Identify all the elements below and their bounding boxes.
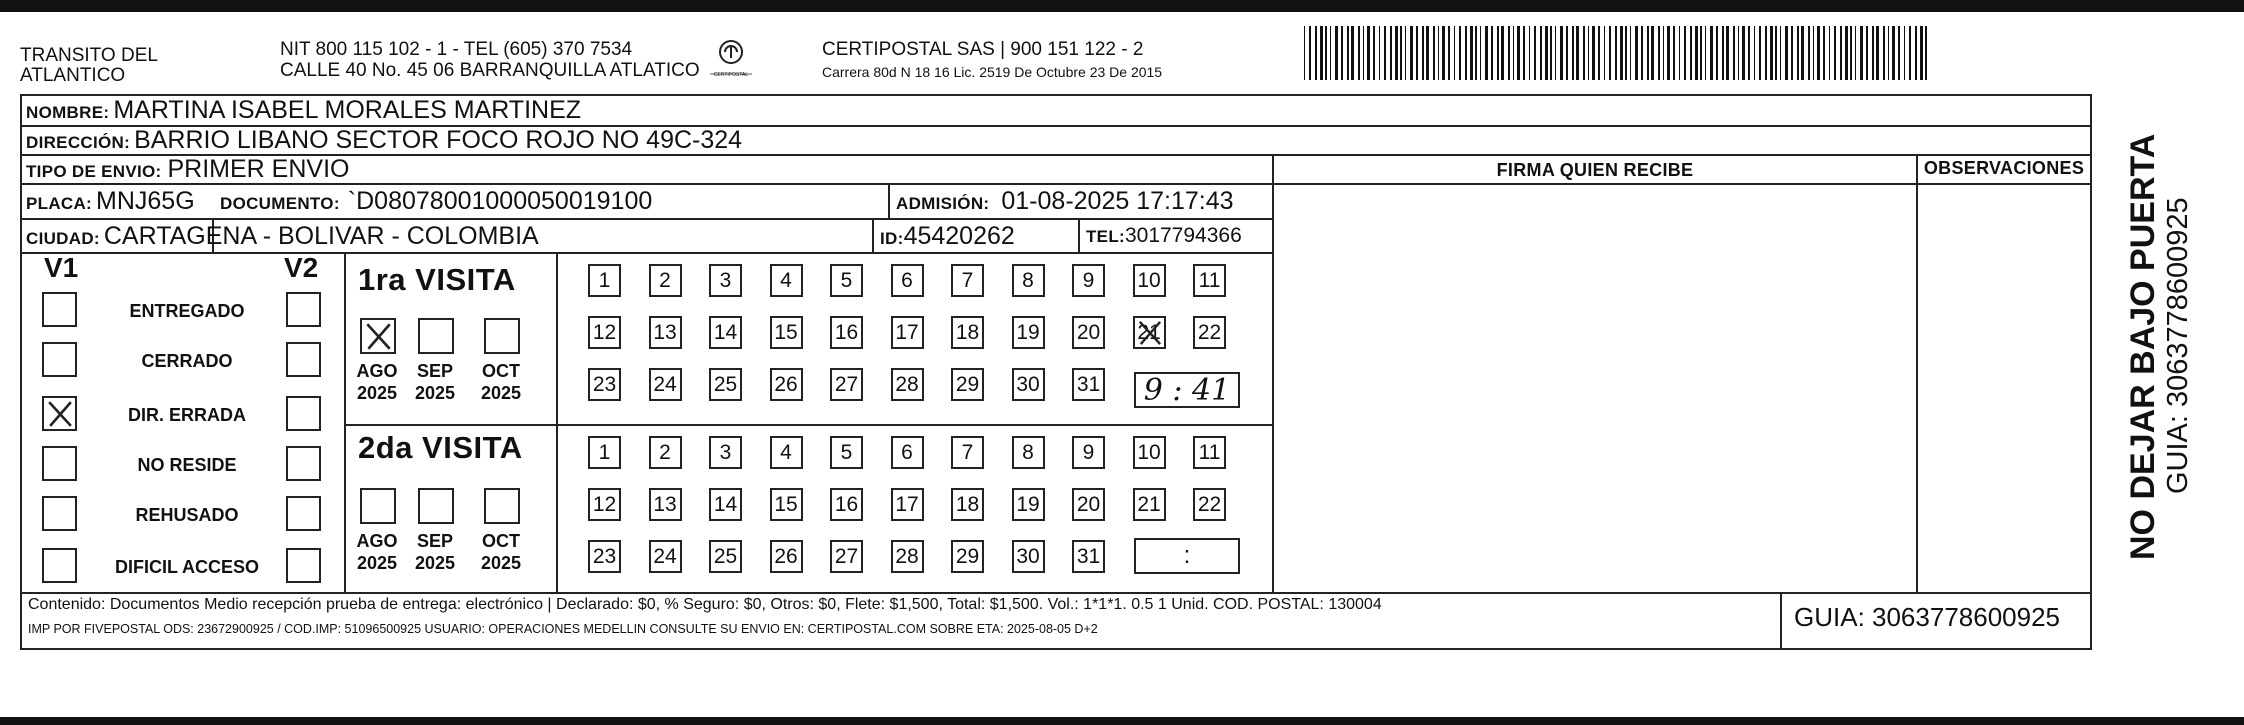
first-visit-day-29[interactable]: 29	[951, 368, 984, 401]
firma-header: FIRMA QUIEN RECIBE	[1496, 160, 1694, 180]
day-mark	[1135, 318, 1164, 347]
v1-checkbox[interactable]	[42, 342, 77, 377]
second-visit-month-label: OCT 2025	[480, 531, 522, 573]
second-visit-day-10[interactable]: 10	[1133, 436, 1166, 469]
status-label: DIFICIL ACCESO	[114, 557, 259, 577]
first-visit-day-4[interactable]: 4	[770, 264, 803, 297]
v2-checkbox[interactable]	[286, 446, 321, 481]
footer-content: Contenido: Documentos Medio recepción prueba de entrega: electrónico | Declarado: $0, % Seguro: $0, Otros: $0, Flete: $1,500, Total: $1,500. Vol.: 1*1*1. 0.5 1 Unid. COD. POSTAL: 130004	[28, 596, 1382, 613]
second-visit-time[interactable]	[1134, 538, 1240, 574]
first-visit-day-17[interactable]: 17	[891, 316, 924, 349]
second-visit-day-6[interactable]: 6	[891, 436, 924, 469]
documento-label: DOCUMENTO:	[220, 194, 340, 213]
second-visit-month-label: SEP 2025	[414, 531, 456, 573]
direccion-row	[26, 126, 742, 155]
nombre-label: NOMBRE:	[26, 103, 110, 122]
first-visit-time-value: 9 : 41	[1143, 372, 1231, 408]
second-visit-day-4[interactable]: 4	[770, 436, 803, 469]
first-visit-day-23[interactable]: 23	[588, 368, 621, 401]
v1-checkbox[interactable]	[42, 496, 77, 531]
v2-checkbox[interactable]	[286, 342, 321, 377]
tipo-value: PRIMER ENVIO	[167, 155, 350, 183]
second-visit-day-20[interactable]: 20	[1072, 488, 1105, 521]
id-tel-divider	[1078, 218, 1080, 252]
admision-row	[896, 187, 1234, 216]
first-visit-day-25[interactable]: 25	[709, 368, 742, 401]
v2-checkbox[interactable]	[286, 496, 321, 531]
visit-divider	[344, 424, 1272, 426]
second-visit-day-17[interactable]: 17	[891, 488, 924, 521]
status-label: DIR. ERRADA	[127, 405, 246, 425]
status-label: NO RESIDE	[137, 455, 237, 475]
first-visit-day-12[interactable]: 12	[588, 316, 621, 349]
second-visit-day-11[interactable]: 11	[1193, 436, 1226, 469]
first-visit-day-16[interactable]: 16	[830, 316, 863, 349]
tel-row	[1086, 224, 1242, 248]
first-visit-month-checkbox[interactable]	[484, 318, 520, 354]
documento-value: `D08078001000050019100	[347, 187, 653, 215]
id-label: ID:	[880, 229, 904, 248]
observaciones-header: OBSERVACIONES	[1923, 158, 2085, 178]
second-visit-day-14[interactable]: 14	[709, 488, 742, 521]
first-visit-day-14[interactable]: 14	[709, 316, 742, 349]
status-label: ENTREGADO	[129, 301, 245, 321]
second-visit-day-12[interactable]: 12	[588, 488, 621, 521]
documento-row	[220, 187, 652, 216]
second-visit-time-value: :	[1183, 542, 1191, 569]
first-visit-day-19[interactable]: 19	[1012, 316, 1045, 349]
sender-nit: NIT 800 115 102 - 1 - TEL (605) 370 7534	[280, 39, 633, 60]
ciudad-row	[26, 222, 539, 251]
first-visit-month-label: OCT 2025	[480, 361, 522, 403]
first-visit-month-label: AGO 2025	[356, 361, 398, 403]
second-visit-day-22[interactable]: 22	[1193, 488, 1226, 521]
v1-header: V1	[44, 252, 79, 283]
logo-caption: CERTIPOSTAL	[713, 72, 749, 78]
v1-checkbox[interactable]	[42, 446, 77, 481]
second-visit-day-27[interactable]: 27	[830, 540, 863, 573]
footer-guia: GUIA: 3063778600925	[1794, 602, 2060, 632]
doc-admision-divider	[888, 183, 890, 218]
firma-left-line	[1272, 154, 1274, 592]
side-warning: NO DEJAR BAJO PUERTA	[2124, 133, 2162, 560]
form-right-line	[2090, 94, 2092, 650]
second-visit-day-1[interactable]: 1	[588, 436, 621, 469]
second-visit-day-7[interactable]: 7	[951, 436, 984, 469]
second-visit-title: 2da VISITA	[358, 430, 523, 465]
second-visit-day-21[interactable]: 21	[1133, 488, 1166, 521]
id-value: 45420262	[903, 222, 1015, 250]
second-visit-day-3[interactable]: 3	[709, 436, 742, 469]
form-left-line	[20, 94, 22, 650]
first-visit-title: 1ra VISITA	[358, 262, 516, 297]
first-visit-day-8[interactable]: 8	[1012, 264, 1045, 297]
v1-checkbox[interactable]	[42, 292, 77, 327]
first-visit-month-label: SEP 2025	[414, 361, 456, 403]
first-visit-day-24[interactable]: 24	[649, 368, 682, 401]
obs-left-line	[1916, 154, 1918, 592]
second-visit-day-5[interactable]: 5	[830, 436, 863, 469]
second-visit-day-24[interactable]: 24	[649, 540, 682, 573]
row-line-5	[20, 252, 1272, 254]
first-visit-day-18[interactable]: 18	[951, 316, 984, 349]
second-visit-day-26[interactable]: 26	[770, 540, 803, 573]
id-row	[880, 222, 1015, 251]
ciudad-label: CIUDAD:	[26, 229, 100, 248]
second-visit-day-9[interactable]: 9	[1072, 436, 1105, 469]
first-visit-day-6[interactable]: 6	[891, 264, 924, 297]
first-visit-day-5[interactable]: 5	[830, 264, 863, 297]
v2-checkbox[interactable]	[286, 292, 321, 327]
footer-print-info: IMP POR FIVEPOSTAL ODS: 23672900925 / COD.IMP: 51096500925 USUARIO: OPERACIONES MEDELLIN CONSULTE SU ENVIO EN: CERTIPOSTAL.COM SOBRE ETA: 2025-08-05 D+2	[28, 622, 1098, 636]
v2-header: V2	[284, 252, 319, 283]
first-visit-day-28[interactable]: 28	[891, 368, 924, 401]
first-visit-day-11[interactable]: 11	[1193, 264, 1226, 297]
first-visit-time[interactable]	[1134, 372, 1240, 408]
status-label: CERRADO	[141, 351, 233, 371]
placa-value: MNJ65G	[96, 187, 195, 215]
row-line-4	[20, 218, 1272, 220]
form-bottom-line	[20, 648, 2092, 650]
second-visit-day-2[interactable]: 2	[649, 436, 682, 469]
first-visit-day-13[interactable]: 13	[649, 316, 682, 349]
status-label: REHUSADO	[135, 505, 239, 525]
v1-checkbox[interactable]	[42, 548, 77, 583]
second-visit-day-8[interactable]: 8	[1012, 436, 1045, 469]
first-visit-day-15[interactable]: 15	[770, 316, 803, 349]
second-visit-month-label: AGO 2025	[356, 531, 398, 573]
status-visit-divider	[344, 252, 346, 592]
second-visit-day-23[interactable]: 23	[588, 540, 621, 573]
direccion-value: BARRIO LIBANO SECTOR FOCO ROJO NO 49C-324	[134, 126, 743, 154]
carrier-license: Carrera 80d N 18 16 Lic. 2519 De Octubre 23 De 2015	[822, 64, 1163, 80]
first-visit-day-27[interactable]: 27	[830, 368, 863, 401]
second-visit-month-checkbox[interactable]	[484, 488, 520, 524]
sender-name: TRANSITO DEL ATLANTICO	[20, 45, 158, 86]
nombre-value: MARTINA ISABEL MORALES MARTINEZ	[113, 96, 582, 124]
admision-value: 01-08-2025 17:17:43	[1001, 187, 1234, 215]
direccion-label: DIRECCIÓN:	[26, 133, 131, 152]
second-visit-day-25[interactable]: 25	[709, 540, 742, 573]
months-days-divider	[556, 252, 558, 592]
tel-label: TEL:	[1086, 227, 1125, 246]
first-visit-day-7[interactable]: 7	[951, 264, 984, 297]
second-visit-day-16[interactable]: 16	[830, 488, 863, 521]
first-visit-day-10[interactable]: 10	[1133, 264, 1166, 297]
ciudad-value: CARTAGENA - BOLIVAR - COLOMBIA	[103, 222, 539, 250]
tipo-row	[26, 155, 349, 184]
second-visit-month-checkbox[interactable]	[418, 488, 454, 524]
first-visit-day-31[interactable]: 31	[1072, 368, 1105, 401]
carrier-name: CERTIPOSTAL SAS | 900 151 122 - 2	[822, 39, 1144, 60]
first-visit-day-9[interactable]: 9	[1072, 264, 1105, 297]
tipo-label: TIPO DE ENVIO:	[26, 162, 162, 181]
first-visit-day-1[interactable]: 1	[588, 264, 621, 297]
tel-value: 3017794366	[1124, 224, 1242, 247]
footer-guia-divider	[1780, 592, 1782, 648]
second-visit-day-13[interactable]: 13	[649, 488, 682, 521]
v2-checkbox[interactable]	[286, 548, 321, 583]
second-visit-day-31[interactable]: 31	[1072, 540, 1105, 573]
second-visit-day-18[interactable]: 18	[951, 488, 984, 521]
first-visit-month-checkbox[interactable]	[418, 318, 454, 354]
second-visit-month-checkbox[interactable]	[360, 488, 396, 524]
ciudad-id-divider	[872, 218, 874, 252]
first-visit-day-20[interactable]: 20	[1072, 316, 1105, 349]
admision-label: ADMISIÓN:	[896, 194, 990, 213]
placa-label: PLACA:	[26, 194, 93, 213]
barcode	[1304, 26, 1934, 80]
first-visit-day-21[interactable]: 21	[1133, 316, 1166, 349]
top-border	[0, 0, 2244, 12]
v1-checkbox[interactable]	[42, 396, 77, 431]
second-visit-day-28[interactable]: 28	[891, 540, 924, 573]
certipostal-logo	[706, 36, 756, 84]
first-visit-day-30[interactable]: 30	[1012, 368, 1045, 401]
placa-row	[26, 187, 195, 216]
second-visit-day-29[interactable]: 29	[951, 540, 984, 573]
first-visit-day-2[interactable]: 2	[649, 264, 682, 297]
second-visit-day-19[interactable]: 19	[1012, 488, 1045, 521]
first-visit-day-26[interactable]: 26	[770, 368, 803, 401]
bottom-border	[0, 717, 2244, 725]
sender-address: CALLE 40 No. 45 06 BARRANQUILLA ATLATICO	[280, 60, 700, 81]
first-visit-day-3[interactable]: 3	[709, 264, 742, 297]
side-guia: GUIA: 3063778600925	[2162, 197, 2194, 494]
nombre-row	[26, 96, 581, 125]
v2-checkbox[interactable]	[286, 396, 321, 431]
second-visit-day-15[interactable]: 15	[770, 488, 803, 521]
second-visit-day-30[interactable]: 30	[1012, 540, 1045, 573]
first-visit-day-22[interactable]: 22	[1193, 316, 1226, 349]
first-visit-month-checkbox[interactable]	[360, 318, 396, 354]
